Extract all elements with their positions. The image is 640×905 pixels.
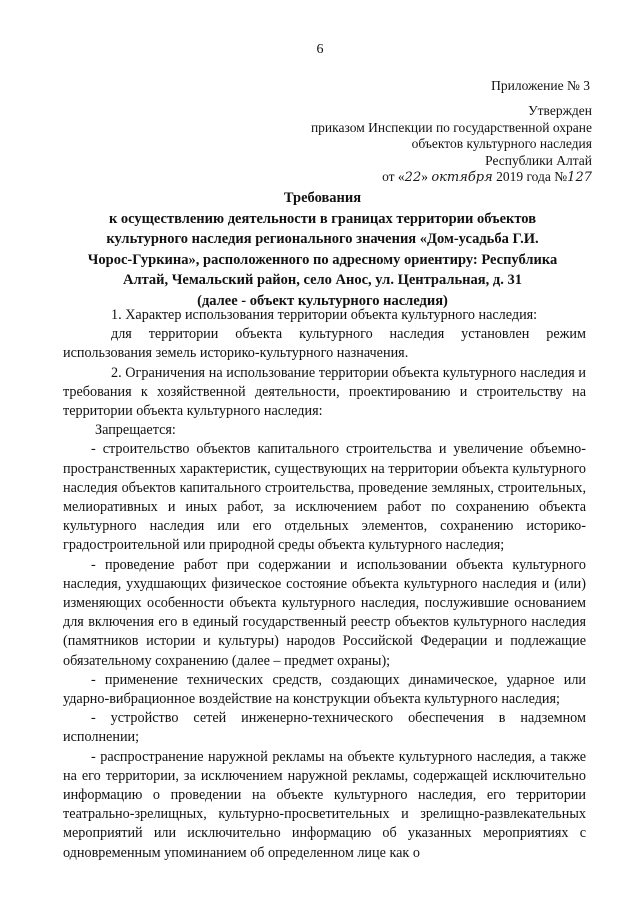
approval-line: Республики Алтай	[485, 152, 592, 168]
title-line: к осуществлению деятельности в границах территории объектов	[108, 210, 537, 227]
paragraph: для территории объекта культурного наследия установлен режим использования земель историко-культурного назначения.	[63, 326, 586, 362]
list-item: - устройство сетей инженерно-технического обеспечения в надземном исполнении;	[63, 710, 586, 746]
page-number: 6	[316, 42, 324, 57]
paragraph: Запрещается:	[95, 422, 176, 439]
list-item: - распространение наружной рекламы на объекте культурного наследия, а также на его территории, за исключением наружной рекламы, содержащей исключительно информацию о проведении на объекте культурного наследия, его территории театрально-зрелищных, культурно-просветительных и зрелищно-развлекательных мероприятий или исключительно информацию об указанных мероприятиях с одновременным упоминанием об определенном лице как о	[63, 748, 586, 861]
list-item: - строительство объектов капитального строительства и увеличение объемно-пространственных характеристик, существующих на территории объекта культурного наследия объектов капитального строительства, проведение земляных, строительных, мелиоративных и иных работ, за исключением работ по сохранению объекта культурного наследия или его отдельных элементов, сохранению историко-градостроительной или природной среды объекта культурного наследия;	[63, 441, 586, 554]
list-item: - применение технических средств, создающих динамическое, ударное или ударно-вибрационное воздействие на конструкции объекта культурного наследия;	[63, 671, 586, 708]
paragraph: 1. Характер использования территории объекта культурного наследия:	[111, 307, 538, 323]
approval-date-line	[311, 169, 592, 187]
list-item: - проведение работ при содержании и использовании объекта культурного наследия, ухудшающих физическое состояние объекта культурного наследия и (или) изменяющих особенности объекта культурного наследия, послужившие основанием для включения его в единый государственный реестр объектов культурного наследия (памятников истории и культуры) народов Российской Федерации и подлежащие обязательному сохранению (далее – предмет охраны);	[63, 556, 586, 669]
paragraph: 2. Ограничения на использование территории объекта культурного наследия и требования к хозяйственной деятельности, проектированию и строительству на территории объекта культурного наследия:	[63, 364, 586, 420]
approval-line: объектов культурного наследия	[411, 136, 592, 151]
approval-line: приказом Инспекции по государственной охране	[310, 119, 592, 135]
approval-line: Утвержден	[528, 103, 592, 118]
date-mid: »	[421, 169, 432, 184]
title-heading: Требования	[283, 190, 362, 206]
title-line: (далее - объект культурного наследия)	[197, 292, 448, 309]
appendix-label: Приложение № 3	[491, 78, 590, 93]
approval-block	[311, 103, 592, 187]
title-line: Чорос-Гуркина», расположенного по адресному ориентиру: Республика	[87, 251, 558, 268]
date-month-handwritten: октября	[431, 170, 493, 185]
order-number-handwritten: 127	[567, 170, 592, 185]
title-line: Алтай, Чемальский район, село Анос, ул. Центральная, д. 31	[123, 272, 522, 288]
date-year: 2019 года №	[492, 169, 568, 184]
document-body	[63, 306, 586, 863]
title-line: культурного наследия регионального значения «Дом-усадьба Г.И.	[106, 231, 539, 247]
date-day-handwritten: 22	[404, 170, 422, 185]
date-prefix: от «	[382, 169, 405, 184]
document-title	[60, 188, 585, 311]
